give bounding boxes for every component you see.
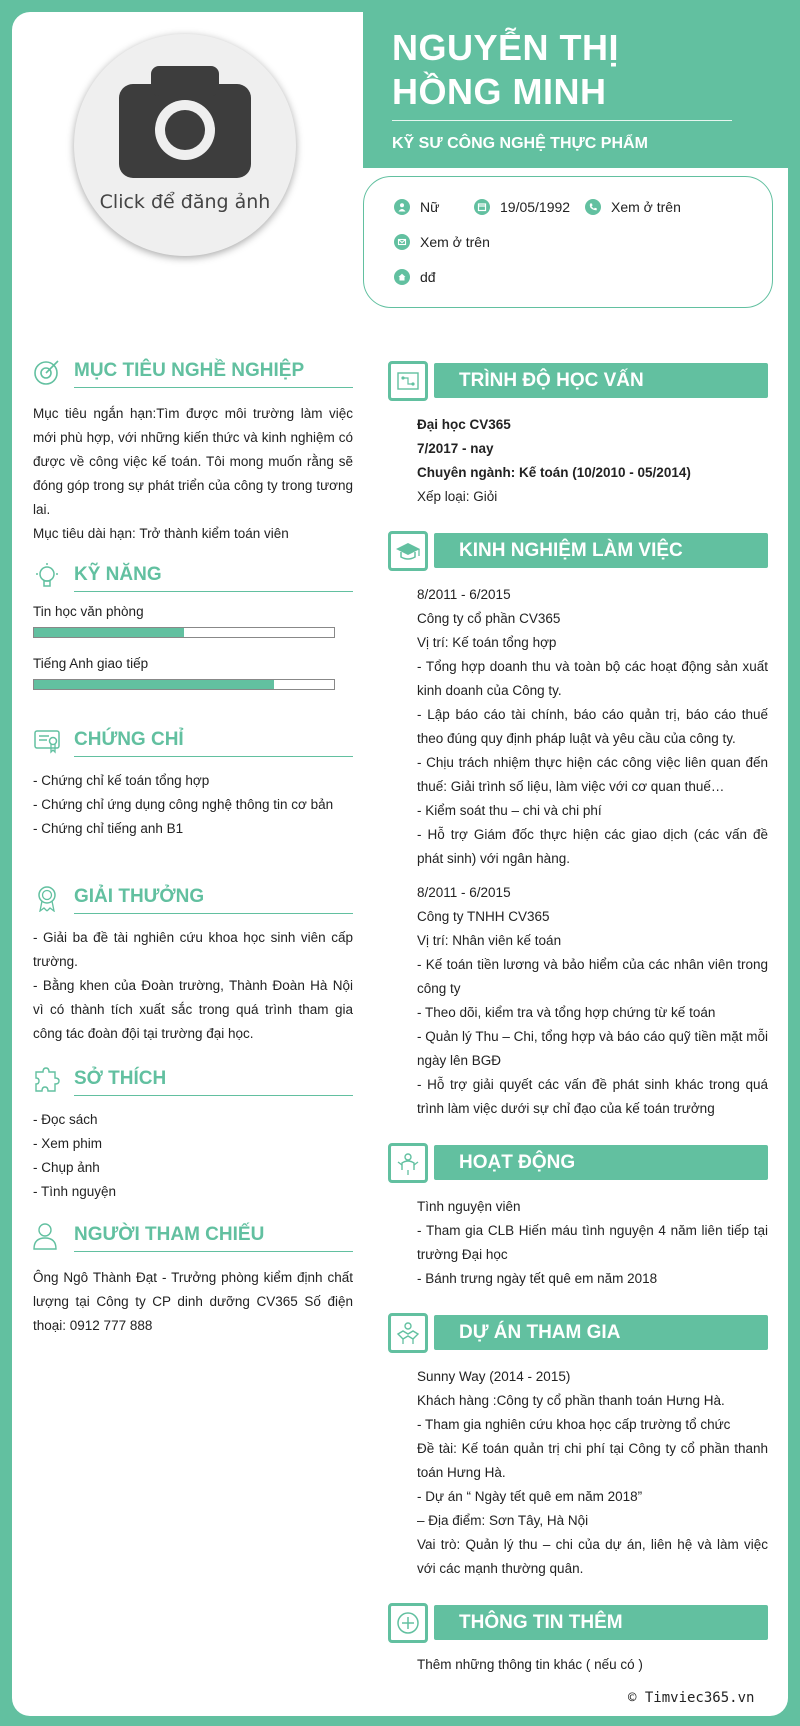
section-title: SỞ THÍCH [74, 1068, 167, 1089]
section-title: MỤC TIÊU NGHỀ NGHIỆP [74, 360, 305, 381]
graduation-cap-icon [395, 538, 421, 564]
job-duty: - Quản lý Thu – Chi, tổng hợp và báo cáo quỹ tiền mặt mỗi ngày lên BGĐ [417, 1029, 768, 1068]
address-value: dđ [420, 269, 436, 285]
section-title: HOẠT ĐỘNG [459, 1152, 576, 1173]
dob-value: 19/05/1992 [500, 199, 571, 215]
lightbulb-icon [33, 562, 61, 590]
circuit-icon [395, 368, 421, 394]
candidate-name[interactable]: NGUYỄN THỊ HỒNG MINH [392, 27, 620, 112]
phone-icon [585, 199, 601, 215]
job-entry[interactable] [417, 583, 768, 871]
job-duty: - Chịu trách nhiệm thực hiện các công việc liên quan đến thuế: Giải trình số liệu, làm việc với cơ quan thuế… [417, 755, 768, 794]
section-extra [388, 1603, 768, 1677]
header [392, 26, 732, 153]
certificate-icon [33, 727, 61, 755]
section-divider [74, 1095, 353, 1096]
list-item: - Bằng khen của Đoàn trường, Thành Đoàn Hà Nội vì có thành tích xuất sắc trong quá trình tham gia công tác đoàn đội tại trường đại học. [33, 978, 353, 1041]
awards-list[interactable] [33, 926, 353, 1046]
job-company: Công ty cổ phần CV365 [417, 611, 561, 626]
section-divider [74, 913, 353, 914]
job-duty: - Kiểm soát thu – chi và chi phí [417, 803, 602, 818]
activities-list[interactable] [417, 1195, 768, 1291]
section-hobbies [33, 1064, 353, 1204]
list-item: - Tham gia nghiên cứu khoa học cấp trường tổ chức [417, 1417, 731, 1432]
skill-name: Tin học văn phòng [33, 604, 144, 619]
education-icon-box [388, 361, 428, 401]
section-title: DỰ ÁN THAM GIA [459, 1322, 621, 1343]
contact-phone[interactable] [585, 199, 681, 215]
extra-icon-box [388, 1603, 428, 1643]
section-certificates [33, 725, 353, 841]
section-skills [33, 560, 353, 690]
medal-icon [33, 884, 61, 912]
section-education [388, 361, 768, 509]
job-duty: - Tổng hợp doanh thu và toàn bộ các hoạt động sản xuất kinh doanh của Công ty. [417, 659, 768, 698]
phone-value: Xem ở trên [611, 199, 681, 215]
list-item: Khách hàng :Công ty cổ phần thanh toán Hưng Hà. [417, 1393, 725, 1408]
section-divider [74, 756, 353, 757]
references-text[interactable]: Ông Ngô Thành Đạt - Trưởng phòng kiểm định chất lượng tại Công ty CP dinh dưỡng CV365 Số điện thoại: 0912 777 888 [33, 1270, 353, 1333]
skill-bar-fill [34, 680, 274, 689]
list-item: - Bánh trưng ngày tết quê em năm 2018 [417, 1271, 658, 1286]
job-duty: - Kế toán tiền lương và bảo hiểm của các nhân viên trong công ty [417, 957, 768, 996]
photo-upload-label: Click để đăng ảnh [99, 191, 271, 213]
section-title: NGƯỜI THAM CHIẾU [74, 1224, 265, 1245]
job-position: Vị trí: Kế toán tổng hợp [417, 635, 557, 650]
job-period: 8/2011 - 6/2015 [417, 587, 511, 602]
activities-icon-box [388, 1143, 428, 1183]
study-period: 7/2017 - nay [417, 441, 494, 456]
job-duty: - Hỗ trợ giải quyết các vấn đề phát sinh khác trong quá trình làm việc dưới sự chỉ đạo của kế toán trưởng [417, 1077, 768, 1116]
job-duty: - Hỗ trợ Giám đốc thực hiện các giao dịch (các vấn đề phát sinh) với ngân hàng. [417, 827, 768, 866]
long-term-goal: Mục tiêu dài hạn: Trở thành kiểm toán viên [33, 526, 289, 541]
short-term-goal: Mục tiêu ngắn hạn:Tìm được môi trường làm việc mới phù hợp, với những kiến thức và kinh nghiệm có được về công việc kế toán. Tôi mong muốn rằng sẽ đóng góp trong sự phát triển của công ty trong tương lai. [33, 406, 353, 517]
list-item: Đề tài: Kế toán quản trị chi phí tại Công ty cổ phần thanh toán Hưng Hà. [417, 1441, 768, 1480]
grade: Xếp loại: Giỏi [417, 489, 498, 504]
list-item: - Đọc sách [33, 1112, 98, 1127]
person-outline-icon [33, 1222, 61, 1250]
section-activities [388, 1143, 768, 1291]
list-item: - Xem phim [33, 1136, 103, 1151]
list-item: – Địa điểm: Sơn Tây, Hà Nội [417, 1513, 589, 1528]
candidate-role[interactable]: KỸ SƯ CÔNG NGHỆ THỰC PHẨM [392, 135, 648, 152]
skill-name: Tiếng Anh giao tiếp [33, 656, 149, 671]
email-value: Xem ở trên [420, 234, 490, 250]
calendar-icon [474, 199, 490, 215]
job-duty: - Theo dõi, kiểm tra và tổng hợp chứng từ kế toán [417, 1005, 716, 1020]
target-icon [33, 358, 61, 386]
experience-icon-box [388, 531, 428, 571]
list-item: Vai trò: Quản lý thu – chi của dự án, liên hệ và làm việc với các mạnh thường quân. [417, 1537, 768, 1576]
skill-bar [33, 627, 335, 638]
certificates-list[interactable] [33, 769, 353, 841]
projects-icon-box [388, 1313, 428, 1353]
job-company: Công ty TNHH CV365 [417, 909, 550, 924]
section-divider [74, 1251, 353, 1252]
school-name: Đại học CV365 [417, 417, 511, 432]
home-icon [394, 269, 410, 285]
section-title: THÔNG TIN THÊM [459, 1612, 623, 1633]
team-icon [395, 1150, 421, 1176]
puzzle-icon [33, 1066, 61, 1094]
contact-email[interactable] [394, 234, 490, 250]
section-references [33, 1220, 353, 1338]
job-entry[interactable] [417, 881, 768, 1121]
list-item: - Tình nguyện [33, 1184, 117, 1199]
education-details[interactable] [417, 413, 768, 509]
email-icon [394, 234, 410, 250]
list-item: Sunny Way (2014 - 2015) [417, 1369, 571, 1384]
contact-gender[interactable] [394, 199, 439, 215]
list-item: - Chứng chỉ ứng dụng công nghệ thông tin cơ bản [33, 797, 334, 812]
list-item: Tình nguyện viên [417, 1199, 521, 1214]
contact-box [363, 176, 773, 308]
camera-icon [119, 66, 251, 178]
section-title: TRÌNH ĐỘ HỌC VẤN [459, 370, 644, 391]
list-item: - Giải ba đề tài nghiên cứu khoa học sinh viên cấp trường. [33, 930, 353, 969]
section-title: CHỨNG CHỈ [74, 729, 184, 750]
list-item: - Chụp ảnh [33, 1160, 100, 1175]
section-projects [388, 1313, 768, 1581]
list-item: - Chứng chỉ kế toán tổng hợp [33, 773, 210, 788]
plus-circle-icon [395, 1610, 421, 1636]
contact-dob[interactable] [474, 199, 570, 215]
section-title: GIẢI THƯỞNG [74, 886, 205, 907]
section-divider [74, 591, 353, 592]
skill-bar-fill [34, 628, 184, 637]
section-divider [74, 387, 353, 388]
hobbies-list[interactable] [33, 1108, 353, 1204]
job-position: Vị trí: Nhân viên kế toán [417, 933, 562, 948]
skill-bar [33, 679, 335, 690]
name-divider [392, 120, 732, 121]
job-period: 8/2011 - 6/2015 [417, 885, 511, 900]
list-item: - Dự án “ Ngày tết quê em năm 2018” [417, 1489, 643, 1504]
major: Chuyên ngành: Kế toán (10/2010 - 05/2014) [417, 465, 691, 480]
handshake-icon [395, 1320, 421, 1346]
section-objective [33, 356, 353, 546]
list-item: - Chứng chỉ tiếng anh B1 [33, 821, 184, 836]
extra-text[interactable]: Thêm những thông tin khác ( nếu có ) [417, 1657, 643, 1672]
copyright: © Timviec365.vn [628, 1690, 755, 1706]
person-icon [394, 199, 410, 215]
projects-list[interactable] [417, 1365, 768, 1581]
gender-value: Nữ [420, 199, 440, 215]
list-item: - Tham gia CLB Hiến máu tình nguyện 4 năm liên tiếp tại trường Đại học [417, 1223, 768, 1262]
section-awards [33, 882, 353, 1046]
section-experience [388, 531, 768, 1121]
avatar-upload[interactable] [74, 34, 296, 256]
section-title: KỸ NĂNG [74, 564, 162, 585]
job-duty: - Lập báo cáo tài chính, báo cáo quản trị, báo cáo thuế theo đúng quy định pháp luật và yêu cầu của công ty. [417, 707, 768, 746]
contact-address[interactable] [394, 269, 436, 285]
objective-text[interactable] [33, 402, 353, 546]
section-title: KINH NGHIỆM LÀM VIỆC [459, 540, 683, 561]
